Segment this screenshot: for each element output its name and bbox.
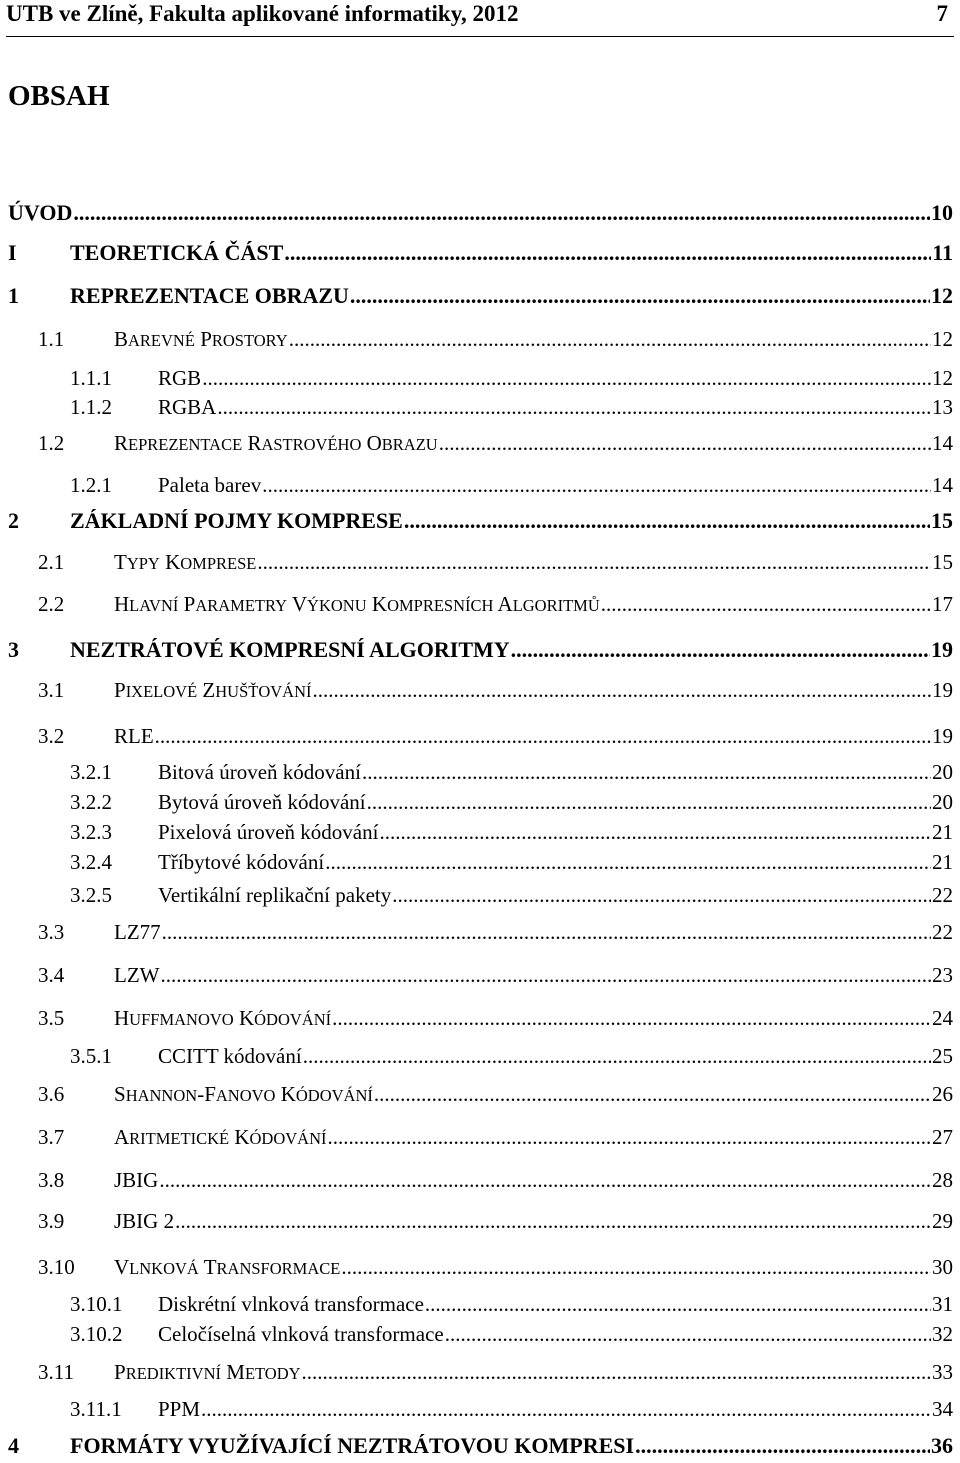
toc-entry[interactable] [0,790,953,820]
toc-entry[interactable] [0,283,953,313]
toc-leader-dots [635,1433,930,1459]
toc-entry[interactable] [0,1255,953,1285]
toc-entry[interactable] [0,395,953,425]
toc-leader-dots [367,790,931,815]
toc-entry-number: 3.2 [38,724,65,748]
toc-leader-dots [202,366,931,391]
contents-heading: OBSAH [8,80,110,112]
toc-entry-page: 36 [931,1433,953,1458]
toc-entry-title: REPREZENTACE RASTROVÉHO OBRAZU [114,431,438,455]
toc-entry-page: 23 [932,963,953,987]
toc-leader-dots [362,760,931,785]
toc-entry-title: Tříbytové kódování [158,850,325,874]
toc-leader-dots [328,1125,932,1150]
toc-entry-title: REPREZENTACE OBRAZU [70,283,349,308]
toc-leader-dots [332,1006,931,1031]
toc-entry[interactable] [0,1209,953,1239]
toc-entry-number: 3.2.4 [70,850,112,874]
header-title: UTB ve Zlíně, Fakulta aplikované informatiky, 2012 [6,1,519,26]
toc-entry[interactable] [0,820,953,850]
running-header [6,0,954,37]
toc-entry-page: 32 [932,1322,953,1346]
toc-entry-number: 2 [8,508,19,533]
toc-entry-page: 22 [932,883,953,907]
toc-entry[interactable] [0,1360,953,1390]
toc-entry-number: 3.2.2 [70,790,112,814]
toc-entry[interactable] [0,637,953,667]
toc-entry-title: JBIG [114,1168,159,1192]
toc-leader-dots [302,1360,931,1385]
toc-entry-page: 12 [931,283,953,308]
toc-entry-title: CCITT kódování [158,1044,302,1068]
toc-entry-page: 33 [932,1360,953,1384]
toc-leader-dots [439,431,931,456]
toc-entry[interactable] [0,473,953,503]
toc-entry-page: 19 [932,678,953,702]
toc-entry-number: 3.8 [38,1168,65,1192]
toc-entry-number: 3.5.1 [70,1044,112,1068]
toc-entry-page: 14 [932,473,953,497]
toc-entry[interactable] [0,724,953,754]
toc-leader-dots [159,1168,931,1193]
toc-entry[interactable] [0,592,953,622]
toc-entry-page: 31 [932,1292,953,1316]
toc-entry-number: 3.2.1 [70,760,112,784]
toc-entry-title: PIXELOVÉ ZHUŠŤOVÁNÍ [114,678,312,702]
toc-entry[interactable] [0,760,953,790]
toc-entry-page: 20 [932,790,953,814]
toc-entry[interactable] [0,1082,953,1112]
toc-entry-page: 27 [932,1125,953,1149]
toc-entry-title: HUFFMANOVO KÓDOVÁNÍ [114,1006,332,1030]
toc-entry-title: TEORETICKÁ ČÁST [70,240,284,265]
toc-entry-title: Vertikální replikační pakety [158,883,392,907]
toc-entry-title: RGBA [158,395,217,419]
toc-entry-title: ZÁKLADNÍ POJMY KOMPRESE [70,508,403,533]
toc-entry-title: ÚVOD [8,200,73,225]
toc-entry[interactable] [0,431,953,461]
toc-entry-number: 3.9 [38,1209,65,1233]
toc-entry[interactable] [0,1006,953,1036]
toc-leader-dots [201,1397,931,1422]
toc-entry-title: SHANNON-FANOVO KÓDOVÁNÍ [114,1082,373,1106]
toc-entry-number: 1.1.2 [70,395,112,419]
toc-leader-dots [445,1322,931,1347]
toc-entry-number: 2.1 [38,550,65,574]
toc-leader-dots [341,1255,931,1280]
toc-entry[interactable] [0,850,953,880]
toc-leader-dots [262,473,931,498]
toc-entry-page: 34 [932,1397,953,1421]
toc-entry[interactable] [0,1292,953,1322]
toc-entry[interactable] [0,963,953,993]
toc-entry-number: 3.2.3 [70,820,112,844]
toc-entry-page: 26 [932,1082,953,1106]
toc-entry-title: Pixelová úroveň kódování [158,820,379,844]
toc-entry-number: 1.2.1 [70,473,112,497]
toc-entry-title: RLE [114,724,154,748]
toc-entry-title: RGB [158,366,202,390]
toc-entry-title: VLNKOVÁ TRANSFORMACE [114,1255,341,1279]
toc-leader-dots [284,240,931,266]
toc-leader-dots [511,637,930,663]
toc-leader-dots [160,963,931,988]
toc-entry[interactable] [0,1322,953,1352]
toc-entry-title: BAREVNÉ PROSTORY [114,327,288,351]
toc-entry[interactable] [0,1397,953,1427]
toc-entry-title: PPM [158,1397,201,1421]
toc-leader-dots [162,920,931,945]
toc-entry-number: 1.2 [38,431,65,455]
toc-entry[interactable] [0,1125,953,1155]
toc-entry-title: LZ77 [114,920,161,944]
toc-entry-number: 3.10.1 [70,1292,123,1316]
toc-entry[interactable] [0,327,953,357]
toc-entry-number: 3.11.1 [70,1397,122,1421]
toc-leader-dots [374,1082,931,1107]
toc-entry[interactable] [0,883,953,913]
toc-entry[interactable] [0,920,953,950]
toc-entry-number: 3.11 [38,1360,74,1384]
toc-entry-page: 19 [932,724,953,748]
toc-leader-dots [392,883,931,908]
toc-leader-dots [425,1292,931,1317]
toc-entry-title: HLAVNÍ PARAMETRY VÝKONU KOMPRESNÍCH ALGORITMŮ [114,592,600,616]
toc-leader-dots [175,1209,931,1234]
toc-entry-page: 15 [931,508,953,533]
toc-leader-dots [404,508,930,534]
toc-entry-page: 14 [932,431,953,455]
toc-entry-page: 15 [932,550,953,574]
toc-entry-number: 3.4 [38,963,65,987]
toc-entry-page: 21 [932,850,953,874]
toc-entry-title: Bytová úroveň kódování [158,790,366,814]
toc-entry-page: 21 [932,820,953,844]
toc-leader-dots [601,592,931,617]
toc-entry-title: ARITMETICKÉ KÓDOVÁNÍ [114,1125,327,1149]
toc-leader-dots [379,820,931,845]
toc-entry-number: 3.10.2 [70,1322,123,1346]
toc-entry-title: LZW [114,963,160,987]
toc-leader-dots [325,850,931,875]
toc-entry[interactable] [0,366,953,396]
toc-entry-number: 1 [8,283,19,308]
toc-entry-page: 25 [932,1044,953,1068]
toc-entry-page: 12 [932,327,953,351]
toc-entry-page: 11 [932,240,953,265]
toc-leader-dots [289,327,931,352]
toc-entry-page: 20 [932,760,953,784]
toc-entry-title: NEZTRÁTOVÉ KOMPRESNÍ ALGORITMY [70,637,510,662]
toc-entry-title: Paleta barev [158,473,262,497]
toc-entry-page: 13 [932,395,953,419]
toc-entry-page: 29 [932,1209,953,1233]
toc-entry[interactable] [0,200,953,230]
toc-entry[interactable] [0,550,953,580]
toc-entry[interactable] [0,1044,953,1074]
toc-leader-dots [350,283,930,309]
toc-entry-number: 3.2.5 [70,883,112,907]
toc-leader-dots [303,1044,931,1069]
toc-entry-title: FORMÁTY VYUŽÍVAJÍCÍ NEZTRÁTOVOU KOMPRESI [70,1433,635,1458]
toc-entry-page: 19 [931,637,953,662]
toc-entry-title: Celočíselná vlnková transformace [158,1322,444,1346]
toc-entry[interactable] [0,1433,953,1463]
toc-entry-page: 30 [932,1255,953,1279]
toc-entry[interactable] [0,240,953,270]
toc-entry[interactable] [0,1168,953,1198]
toc-entry-number: 1.1 [38,327,65,351]
toc-entry-number: 2.2 [38,592,65,616]
toc-leader-dots [257,550,931,575]
toc-entry-number: 3.6 [38,1082,65,1106]
toc-entry-page: 12 [932,366,953,390]
toc-entry-page: 28 [932,1168,953,1192]
toc-entry-page: 22 [932,920,953,944]
toc-entry-number: 3.5 [38,1006,65,1030]
toc-entry-number: 3.1 [38,678,65,702]
toc-entry-number: 4 [8,1433,19,1458]
toc-entry-title: TYPY KOMPRESE [114,550,257,574]
toc-entry-number: 3.10 [38,1255,75,1279]
toc-leader-dots [155,724,931,749]
toc-entry-title: PREDIKTIVNÍ METODY [114,1360,301,1384]
toc-entry-title: JBIG 2 [114,1209,175,1233]
toc-entry-number: 1.1.1 [70,366,112,390]
header-page-number: 7 [936,1,948,26]
toc-leader-dots [217,395,931,420]
toc-leader-dots [313,678,932,703]
toc-entry-number: 3.3 [38,920,65,944]
toc-entry-page: 17 [932,592,953,616]
toc-entry-title: Bitová úroveň kódování [158,760,361,784]
toc-entry[interactable] [0,678,953,708]
toc-leader-dots [73,200,930,226]
toc-entry-number: 3.7 [38,1125,65,1149]
toc-entry-page: 24 [932,1006,953,1030]
toc-entry-number: I [8,240,17,265]
toc-entry-page: 10 [931,200,953,225]
toc-entry-number: 3 [8,637,19,662]
toc-entry-title: Diskrétní vlnková transformace [158,1292,424,1316]
toc-entry[interactable] [0,508,953,538]
